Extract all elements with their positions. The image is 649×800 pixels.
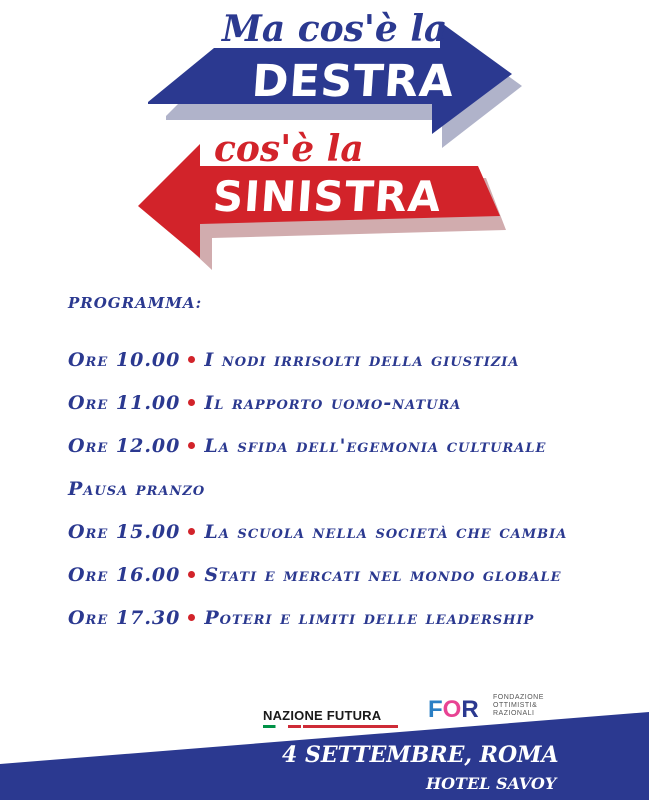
schedule-title: La scuola nella società che cambia xyxy=(204,520,568,543)
nazione-futura-text: NAZIONE FUTURA xyxy=(263,708,382,723)
red-dot-bullet-icon xyxy=(188,399,195,406)
red-dot-bullet-icon xyxy=(188,528,195,535)
italian-flag-stripe-icon xyxy=(263,725,301,728)
schedule-item xyxy=(68,553,638,596)
schedule-title: Pausa pranzo xyxy=(68,477,206,500)
logo-underline xyxy=(303,725,398,728)
schedule-item xyxy=(68,596,638,639)
red-dot-bullet-icon xyxy=(188,356,195,363)
headline-line-1: Ma cos'è la xyxy=(222,8,448,50)
schedule-title: La sfida dell'egemonia culturale xyxy=(204,434,547,457)
schedule-list xyxy=(68,338,638,639)
for-logo-letters: FOR xyxy=(428,696,479,723)
headline-destra: DESTRA xyxy=(250,56,457,107)
schedule-break xyxy=(68,467,638,510)
schedule-item xyxy=(68,338,638,381)
schedule-title: Il rapporto uomo-natura xyxy=(204,391,462,414)
schedule-time: Ore 16.00 xyxy=(68,563,181,586)
nazione-futura-logo xyxy=(263,708,403,738)
schedule-time: Ore 10.00 xyxy=(68,348,181,371)
schedule-time: Ore 15.00 xyxy=(68,520,181,543)
schedule-item xyxy=(68,424,638,467)
schedule-time: Ore 11.00 xyxy=(68,391,181,414)
headline-sinistra: SINISTRA xyxy=(211,172,444,221)
schedule-title: Poteri e limiti delle leadership xyxy=(204,606,535,629)
programma-label: PROGRAMMA: xyxy=(68,294,203,312)
schedule-title: Stati e mercati nel mondo globale xyxy=(204,563,562,586)
schedule-time: Ore 17.30 xyxy=(68,606,181,629)
red-dot-bullet-icon xyxy=(188,614,195,621)
event-venue: HOTEL SAVOY xyxy=(426,774,557,793)
for-logo-caption: FONDAZIONE OTTIMISTI& RAZIONALI xyxy=(493,694,544,717)
schedule-item xyxy=(68,381,638,424)
schedule-title: I nodi irrisolti della giustizia xyxy=(204,348,520,371)
red-dot-bullet-icon xyxy=(188,442,195,449)
event-date: 4 SETTEMBRE, ROMA xyxy=(282,742,559,768)
red-dot-bullet-icon xyxy=(188,571,195,578)
schedule-time: Ore 12.00 xyxy=(68,434,181,457)
headline-line-3: cos'è la xyxy=(214,128,364,170)
schedule-item xyxy=(68,510,638,553)
for-foundation-logo xyxy=(428,692,568,728)
